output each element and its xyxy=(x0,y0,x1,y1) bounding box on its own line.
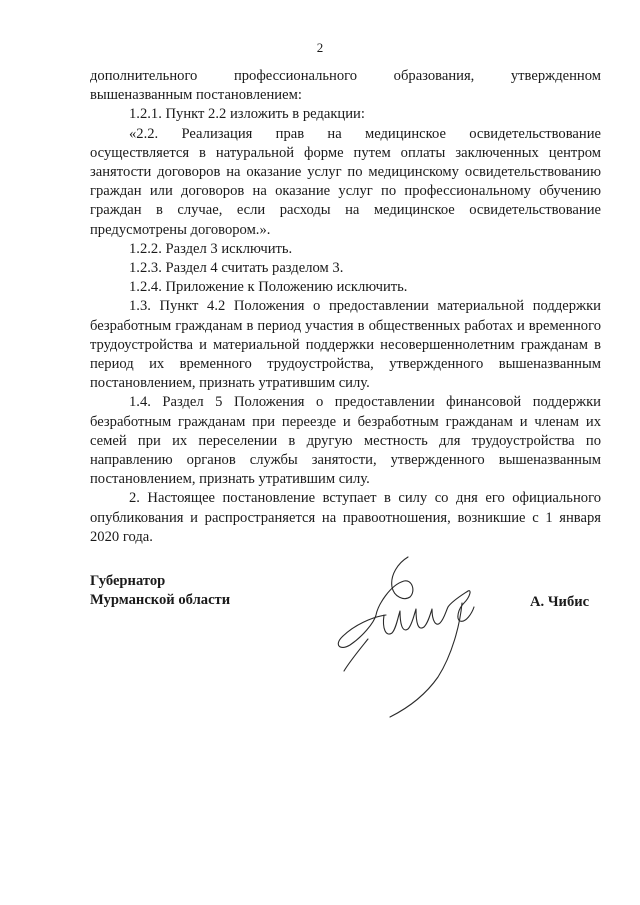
handwritten-signature xyxy=(320,545,520,725)
paragraph: «2.2. Реализация прав на медицинское освидетельствование осуществляется в натуральной форме путем оплаты заключенных центром занятости договоров на оказание услуг по медицинскому освидетельствованию граждан или договоров на оказание услуг по профессиональному обучению граждан в случае, если расходы на медицинское освидетельствование предусмотрены договором.». xyxy=(90,125,601,238)
paragraph: дополнительного профессионального образования, утвержденном вышеназванным постановлением: xyxy=(90,68,601,104)
paragraph: 1.2.4. Приложение к Положению исключить. xyxy=(129,279,408,296)
paragraph: 2. Настоящее постановление вступает в силу со дня его официального опубликования и распространяется на правоотношения, возникшие с 1 января 2020 года. xyxy=(90,490,601,545)
document-body xyxy=(90,67,601,547)
paragraph: 1.3. Пункт 4.2 Положения о предоставлении материальной поддержки безработным гражданам в период участия в общественных работах и временного трудоустройства и материальной поддержки несовершеннолетним гражданам в период их временного трудоустройства, утвержденного вышеназванным постановлением, признать утратившим силу. xyxy=(90,298,601,392)
paragraph: 1.2.1. Пункт 2.2 изложить в редакции: xyxy=(129,106,365,123)
paragraph: 1.2.3. Раздел 4 считать разделом 3. xyxy=(129,260,344,277)
signatory-title-line: Губернатор xyxy=(90,573,166,589)
signatory-name: А. Чибис xyxy=(530,594,590,610)
page-number: 2 xyxy=(316,40,324,55)
paragraph: 1.4. Раздел 5 Положения о предоставлении финансовой поддержки безработным гражданам при переезде и безработным гражданам и членам их семей при их переселении в другую местность для трудоустройства по направлению органов службы занятости, утвержденного вышеназванным постановлением, признать утратившим силу. xyxy=(90,394,601,488)
signatory-title xyxy=(90,572,230,610)
signatory-title-line: Мурманской области xyxy=(90,592,231,609)
paragraph: 1.2.2. Раздел 3 исключить. xyxy=(129,240,293,257)
